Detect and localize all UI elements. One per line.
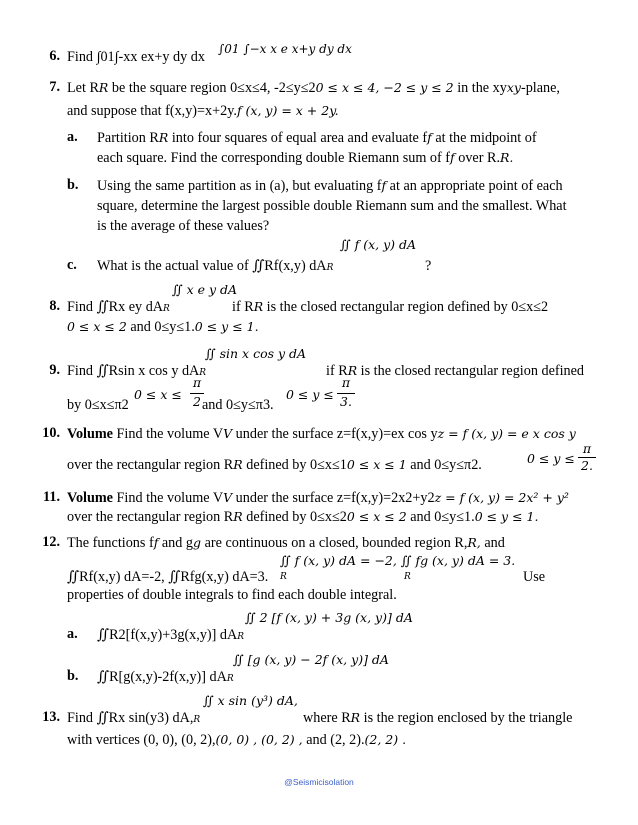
problem-12-line-2: ∬Rf(x,y) dA=-2, ∬Rfg(x,y) dA=3. (67, 569, 269, 585)
problem-7b-label: b. (67, 177, 79, 193)
problem-12a-math: ∬ 2 [f (x, y) + 3g (x, y)] dA (245, 610, 413, 625)
problem-6-text: Find ∫01∫-xx ex+y dy dx (67, 49, 205, 65)
problem-11-line-2: over the rectangular region RR defined by 0≤x≤20 ≤ x ≤ 2 and 0≤y≤1.0 ≤ y ≤ 1. (67, 509, 539, 525)
problem-12-line-3: properties of double integrals to find each double integral. (67, 587, 397, 603)
problem-10-bound-y: 0 ≤ y ≤ (527, 451, 575, 466)
problem-7-number: 7. (49, 79, 60, 95)
problem-10-line-1: Volume Find the volume VV under the surface z=f(x,y)=ex cos yz = f (x, y) = e x cos y (67, 426, 576, 442)
problem-12-line-2-use: Use (523, 569, 546, 585)
problem-8-number: 8. (49, 298, 60, 314)
problem-7a-label: a. (67, 129, 78, 145)
problem-7b-line-3: is the average of these values? (97, 218, 270, 234)
problem-9-line-2b: and 0≤y≤π3. (202, 397, 274, 413)
problem-8-line-1a: Find ∬Rx ey dAR (67, 299, 170, 315)
problem-7-line-1: Let RR be the square region 0≤x≤4, -2≤y≤20 ≤ x ≤ 4, −2 ≤ y ≤ 2 in the xyxy-plane, (67, 80, 560, 96)
problem-12-given-integrals-math: ∬ f (x, y) dA = −2, ∬ fg (x, y) dA = 3. (280, 553, 516, 568)
footer-watermark: @Seismicisolation (284, 777, 354, 787)
problem-10-bound-y-numerator: π (582, 441, 592, 456)
problem-12-given-region-1: R (280, 572, 287, 582)
problem-8-math-integral: ∬ x e y dA (172, 282, 238, 297)
problem-12-given-region-2: R (404, 572, 411, 582)
problem-10-line-2: over the rectangular region RR defined by 0≤x≤10 ≤ x ≤ 1 and 0≤y≤π2. (67, 457, 482, 473)
problem-9-line-2a: by 0≤x≤π2 (67, 397, 129, 413)
problem-7c-math-integral: ∬ f (x, y) dA (340, 237, 417, 252)
problem-7b-line-1: Using the same partition as in (a), but evaluating ff at an appropriate point of each (97, 178, 563, 194)
problem-13-math: ∬ x sin (y³) dA, (203, 693, 298, 708)
problem-12-line-1: The functions ff and gg are continuous on a closed, bounded region R,R, and (67, 535, 505, 551)
problem-9-bound-y-numerator: π (341, 375, 351, 390)
problem-9-line-1a: Find ∬Rsin x cos y dAR (67, 363, 207, 379)
problem-9-bound-y: 0 ≤ y ≤ (286, 387, 334, 402)
problem-10-bound-y-denominator: 2. (578, 457, 596, 473)
problem-9-bound-x-denominator: 2 (190, 393, 204, 409)
problem-7-line-2: and suppose that f(x,y)=x+2y.f (x, y) = x + 2y. (67, 103, 339, 119)
problem-8-line-2: 0 ≤ x ≤ 2 and 0≤y≤1.0 ≤ y ≤ 1. (67, 319, 259, 335)
problem-13-number: 13. (42, 709, 60, 725)
problem-12-number: 12. (42, 534, 60, 550)
problem-7a-line-2: each square. Find the corresponding double Riemann sum of ff over R.R. (97, 150, 514, 166)
problem-9-bound-x: 0 ≤ x ≤ (134, 387, 182, 402)
problem-11-line-1: Volume Find the volume VV under the surface z=f(x,y)=2x2+y2z = f (x, y) = 2x² + y² (67, 490, 569, 506)
problem-13-line-2: with vertices (0, 0), (0, 2),(0, 0) , (0, 2) , and (2, 2).(2, 2) . (67, 732, 407, 748)
problem-7b-line-2: square, determine the largest possible double Riemann sum and the smallest. What (97, 198, 567, 214)
problem-13-line-1a: Find ∬Rx sin(y3) dA,R (67, 710, 201, 726)
problem-9-number: 9. (49, 362, 60, 378)
problem-7c-question-mark: ? (425, 258, 432, 274)
problem-12b-label: b. (67, 668, 79, 684)
problem-13-line-1b: where RR is the region enclosed by the triangle (303, 710, 573, 726)
problem-9-bound-y-denominator: 3. (337, 393, 355, 409)
problem-7a-line-1: Partition RR into four squares of equal area and evaluate ff at the midpoint of (97, 130, 537, 146)
problem-12b-math: ∬ [g (x, y) − 2f (x, y)] dA (233, 652, 389, 667)
problem-12b-text: ∬R[g(x,y)-2f(x,y)] dAR (97, 669, 234, 685)
problem-11-number: 11. (43, 489, 60, 505)
problem-6-math: ∫01 ∫−x x e x+y dy dx (218, 42, 352, 56)
problem-7c-label: c. (67, 257, 77, 273)
problem-8-line-1b: if RR is the closed rectangular region defined by 0≤x≤2 (232, 299, 549, 315)
problem-9-line-1b: if RR is the closed rectangular region defined (326, 363, 585, 379)
problem-10-number: 10. (42, 425, 60, 441)
problem-12a-label: a. (67, 626, 78, 642)
problem-7c-line: What is the actual value of ∬Rf(x,y) dAR (97, 258, 334, 274)
problem-6-number: 6. (49, 48, 60, 64)
problem-9-math-integral: ∬ sin x cos y dA (205, 346, 307, 361)
problem-9-bound-x-numerator: π (192, 375, 202, 390)
problem-12a-text: ∬R2[f(x,y)+3g(x,y)] dAR (97, 627, 245, 643)
